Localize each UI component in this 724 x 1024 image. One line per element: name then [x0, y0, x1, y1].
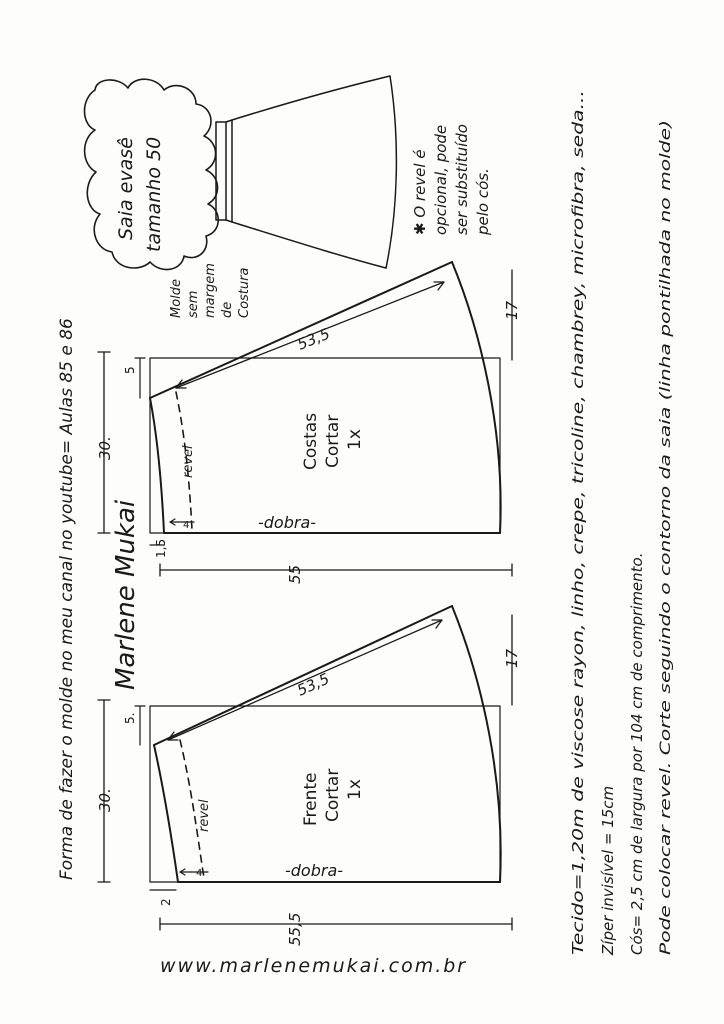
- svg-text:margem: margem: [203, 263, 218, 318]
- margin-note: [169, 263, 252, 318]
- svg-text:17: 17: [503, 648, 521, 668]
- svg-text:5: 5: [123, 366, 137, 374]
- tutorial-note: Forma de fazer o molde no meu canal no youtube= Aulas 85 e 86: [57, 318, 77, 880]
- front-facing-dim: 4: [196, 868, 203, 879]
- svg-text:ser substituído: ser substituído: [453, 124, 471, 235]
- signature: Marlene Mukai: [111, 499, 141, 690]
- website-url: www.marlenemukai.com.br: [160, 955, 468, 977]
- svg-text:Pode colocar revel. Corte segu: Pode colocar revel. Corte seguindo o contorno da saia (linha pontilhada no molde): [658, 377, 674, 955]
- svg-text:Zíper invisível = 15cm: Zíper invisível = 15cm: [599, 785, 617, 955]
- back-piece-cut: Cortar: [323, 414, 343, 468]
- svg-text:✱ O revel é: ✱ O revel é: [411, 149, 429, 235]
- svg-text:Tecido=1,20m de viscose rayon,: Tecido=1,20m de viscose rayon, linho, crepe, tricoline, chambrey, microfibra, seda...: [569, 317, 587, 955]
- svg-text:5.: 5.: [123, 712, 137, 724]
- svg-text:1,5: 1,5: [154, 538, 168, 558]
- front-hem-dim: 53,5: [294, 669, 333, 700]
- svg-text:Costura: Costura: [237, 267, 252, 318]
- back-hem-dim: 53,5: [294, 324, 333, 354]
- svg-text:sem: sem: [186, 290, 201, 318]
- front-pattern-piece: [150, 606, 501, 882]
- back-facing-dim: 4: [183, 520, 190, 531]
- skirt-sketch: [216, 76, 396, 268]
- front-piece-qty: 1x: [345, 779, 365, 800]
- svg-text:de: de: [220, 301, 235, 318]
- svg-text:55: 55: [286, 564, 304, 584]
- back-piece-name: Costas: [301, 412, 321, 470]
- title-cloud: [84, 79, 218, 269]
- svg-text:opcional, pode: opcional, pode: [432, 124, 450, 235]
- front-fold-label: -dobra-: [285, 861, 344, 880]
- svg-text:55,5: 55,5: [286, 912, 304, 946]
- svg-text:17: 17: [503, 300, 521, 320]
- back-fold-label: -dobra-: [258, 513, 317, 532]
- svg-text:Cós= 2,5 cm de largura por 104: Cós= 2,5 cm de largura por 104 cm de comprimento.: [628, 552, 646, 955]
- svg-text:30.: 30.: [96, 788, 114, 812]
- back-facing-label: revel: [181, 445, 196, 478]
- title-line2: tamanho 50: [143, 136, 165, 252]
- svg-text:30.: 30.: [96, 436, 114, 460]
- svg-text:Molde: Molde: [169, 278, 184, 318]
- title-line1: Saia evasê: [115, 137, 137, 240]
- svg-text:pelo cós.: pelo cós.: [474, 168, 492, 235]
- front-facing-label: revel: [197, 799, 212, 832]
- svg-text:2: 2: [159, 898, 173, 906]
- front-piece-name: Frente: [301, 772, 321, 826]
- front-piece-cut: Cortar: [323, 768, 343, 822]
- instructions: [569, 90, 674, 956]
- back-piece-qty: 1x: [345, 429, 365, 450]
- revel-note: [411, 124, 492, 236]
